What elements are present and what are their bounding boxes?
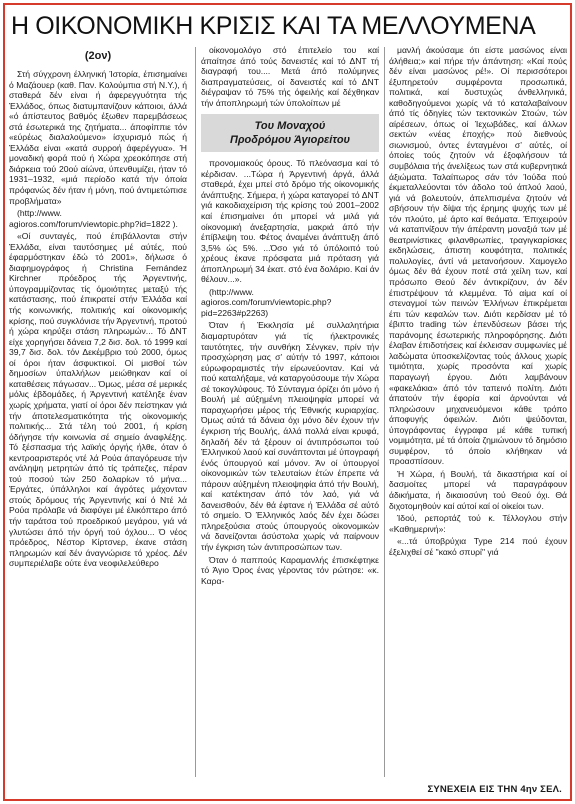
paragraph: Ή Χώρα, ή Βουλή, τά δικαστήρια καί οί δασμοίτες μπορεί νά παραγράφουν άδικήματα, ή δικαιοσύνη τού Θεού όχι. Θά διχοτομηθούν καί αύτοί καί οί οίκείοι των.: [389, 468, 567, 511]
article-column-3: [389, 45, 567, 777]
paragraph: μανλή άκούσαμε ότι είστε μασώνος είναι άλήθεια;» καί πήρε τήν άπάντηση: «Καί πούς δέν είναι μασώνος ρέ!». Οί περισσότεροι έξυπηρετούν συμφέροντα προσωπικά, πολιτικά, καί δυστυχώς άνθελληνικά, καθοδηγούμενοι χωρίς νά τό καταλαβαίνουν άπό τίς όδηγίες τών τεκτονικών Στοών, τών αίρέσεων, όπως οί Ίεχωβάδες, καί άλλων σεκτών «νέας έποχής» πού διεθνούς σιωνισμού, όντες ένταγμένοι σ’ αύτές, οί όποίες τούς ζητούν νά έξοφλήσουν τά συμβόλαια τής άνελίξεως των στά κυβερνητικά άξιώματα. Ταλαίπωρος σάν τόν Ίούδα πού έκμεταλλεύονται τόν άδολο τού άπλού λαού, γιά νά βολευτούν, άπελπισμένα ζητούν νά σβήσουν τήν δίψα τής έρημης ψυχής των μέ τόν πλούτο, μέ άρτο καί θεάματα. Έπιχειρούν νά καταπνίξουν τήν άπέραντη μοναξιά των μέ θεατρινίστικες φιλανθρωπίες, τραγιγκαρίσκες εκδηλώσεις, άπιστη κουφότητα, πολιτικές πολυλογίες, άντί νά μετανοήσουν. Χαμογελο όμως δέν θά έχουν ποτέ στά χείλη των, καί πρόσωπο Θεού δέν άντικρίζουν, άν δέν έπιστρέψουν τά κλεμμένα. Τό αίμα καί οί στεναγμοί τών πεινών Έλλήνων έπικρέμεται έπι τών κεφαλών των. Διότι κερδίσαν μέ τό έβιπτο trading τών έπενδύσεων βάσει τής παράνομης έσωτερικής πληροφόρησης. Διότι έλαβαν έπιδοτήσεις καί έκλεισαν συμφωνίες μέ λαδώματα ύποσκελίζοντας τούς άλλους χωρίς τιμιότητα, χωρίς προσόντα καί χωρίς παραγωγή έργου. Διότι λαμβάνουν «φακελάκια» άπό τόν ταπεινό πολίτη. Διότι άπατούν τήν έφορία καί άρνούνται νά πληρώσουν μηχανευόμενοι κάθε τρόπο άποφυγής όφειλών. Διότι ψεύδονται, ύπογράφοντας έγγραφα μέ κάθε τυπική νομιμότητα, μέ τά όποία ζημιώνουν τό δημόσιο συμφέρον, τό όποίο κλήθηκαν νά προασπίσουν.: [389, 45, 567, 467]
paragraph: Όταν ή Έκκλησία μέ συλλαλητήρια διαμαρτυρόταν γιά τίς ήλεκτρονικές ταυτότητες, τήν συνθήκη Σένγκεν, πρίν τήν προσχώρηση μας σ’ αύτήν τό 1997, κάποιοι εύρωφοραμιστές τήν είρωνεύονταν. Καί νά πού καταλήξαμε, νά καταργούσουμε τήν Χώρα σέ τοκογλύφους. Τό Σύνταγμα όρίζει ότι μόνο ή Βουλή μέ αύξημένη πλειοψηφία μπορεί νά παραχωρήσει μέρος τής Έθνικής κυριαρχίας. Όμως αύτά τά δάνεια όχι μόνο δέν έχουν τήν έγκριση τής Βουλής, άλλά πολλά είναι κρυφά, δηλαδή δέν τά ξέρουν οί άντιπρόσωποι τού Έλληνικού λαού καί συνάπτονται μέ ύπογραφή ένός ύπουργού καί μόνον. Άν οί ύπουργοί οίκονομικών τών τελευταίων έτών έπρεπε νά πάρουν αύξημένη πλειοψηφία άπό τήν Βουλή, καί κατέκτησαν άπό τόν λαό, γιά νά δανεισθούν, δέν θά έφτανε ή Έλλάδα σέ αύτό τό σημείο. Ό Έλληνικός λαός δέν έχει δώσει πληρεξούσια στούς ύπουργούς οίκονομικών νά δανείζονται άσύστολα χωρίς νά παίρνουν τήν έγκριση τών άντιπροσώπων των.: [201, 320, 379, 552]
article-headline: Η ΟΙΚΟΝΟΜΙΚΗ ΚΡΙΣΙΣ ΚΑΙ ΤΑ ΜΕΛΛΟΥΜΕΝΑ: [11, 12, 536, 40]
continued-on-page-note: ΣΥΝΕΧΕΙΑ ΕΙΣ ΤΗΝ 4ην ΣΕΛ.: [427, 784, 562, 795]
source-url: (http://www. agioros.com/forum/viewtopic.php?id=1822 ).: [9, 208, 178, 229]
paragraph: «...τά ύποβρύχια Type 214 πού έχουν έξελιχθεί σέ "κακό σπυρί" γιά: [389, 536, 567, 557]
paragraph: Όταν ό παππούς Καραμανλής έπισκέφτηκε τό Άγιο Όρος ένας γέροντας τόν ρώτησε: «κ. Καρα-: [201, 554, 379, 586]
article-column-2: [201, 45, 379, 777]
author-byline: [201, 114, 379, 152]
source-url: (http://www. agioros.com/forum/viewtopic.php?pid=2263#p2263): [201, 286, 332, 318]
article-column-1: [9, 47, 187, 777]
paragraph: προνομιακούς όρους. Τό πλεόνασμα καί τό κέρδισαν. ...Τώρα ή Άργεντινή άργά, άλλά σταθερά, έχει μπεί στό δρόμο τής οίκονομικής άνάπτυξης. Σήμερα, ή χώρα καταγορεί τό ΔΝΤ γιά κακοδιαχείριση τής κρίσης τού 2001–2002 καί έπισημαίνει ότι μπορεί νά μιλά γιά οίκονομική άνεξαρτησία, μακριά άπό τήν έπίβλεψη του. Φέτος άναμένει άνάπτυξη άπό 3,5% ώς 5%. ...Όσο γιά τό ύπόλοιπό τού χρέους έκανε πρόσφατα μιά πρόταση γιά άποπληρωμή 34 έκατ. στό ένα δολάριο. Καί άν θέλουν...».: [201, 158, 379, 285]
byline-line-1: Του Μοναχού: [254, 120, 326, 133]
paragraph: οίκονομολόγο στό έπιτελείο του καί άπαίτησε άπό τούς δανειστές καί τό ΔΝΤ τή διαγραφή του.... Μετά άπό πολύμηνες διαπραγματεύσεις, οί δανειστές καί τό ΔΝΤ διέγραψαν τό 75% τής όφειλής καί δέχθηκαν τήν άποπληρωμή τών ύπολοίπων μέ: [201, 45, 379, 108]
paragraph: «Οί συνταγές, πού έπιβάλλονται στήν Έλλάδα, είναι ταυτόσημες μέ αύτές, πού έφαρμόστηκαν έδώ τό 2001», δήλωσε ό διαφημογράφος ή Christina Fernández Kirchner πρόεδρος τής Άργεντινής, ύπογραμμίζοντας τίς όμοιότητες μεταξύ τής κατάστασης, πού έπικρατεί στήν Έλλάδα καί τής κοινωνικής, πολιτικής καί οίκονομικής κρίσης, πού συγκλόνισε τήν Άργεντινή, προτού ή χώρα κηρύξει στάση πληρωμών... Τό ΔΝΤ είχε χορηγήσει δάνεια 7,2 δισ. δολ. τό 1999 καί 39,7 δισ. δολ. τόν Δεκέμβριο τού 2000, όμως οί όροι ήταν άσφυκτικοί. Οί μισθοί τών δημοσίων ύπαλλήλων μειώθηκαν καί οί καταθέσεις πάγωσαν... Όμως, μέσα σέ μερικές μόλις έβδομάδες, ή Άργεντινή κατέληξε έναν χωρίς χρήματα, γιατί οί όροι δέν πείστηκαν γιά τήν άποτελεσματικότητα τής οίκονομικής πολιτικής... Στά τέλη τού 2001, ή κρίση όδήγησε τήν κοινωνία σέ σημείο άναφλέξης. Τό ξέσπασμα τής λαϊκής όργής ήλθε, όταν ό κεντροαριστερός ντέ λά Ρούα άπαγόρευσε τήν ανάληψη μετρητών άπό τίς τράπεζες, πέραν τού ποσού τών 250 δολαρίων τό μήνα... Έργάτες, ύπάλληλοι καί άγρότες μάχονταν στούς δρόμους τής Άργεντινής καί ό Ντέ λά Ρούα πρόλαβε νά διαφύγει μέ έλικόπτερο άπό τήν ταράτσα τού προεδρικού μεγάρου, γιά νά γλυτώσει άπό τήν όργή τού όχλου... Ό νέος πρόεδρος, Νέστορ Κίρτσνερ, έκανε στάση πληρωμών καί δέν άναγνώρισε τό χρέος. Δέν συμπεριέλαβε ούτε ένα νεοφιλελεύθερο: [9, 231, 187, 569]
paragraph: Στή σύγχρονη έλληνική Ίστορία, έπισημαίνει ό Μαζάουερ (καθ. Παν. Κολούμπια στή Ν.Υ.), ή σταθερά δέν είναι ή άφερεγγυότητα τής Έλλάδος, όπως διατυμπανίζουν κάποιοι, άλλά «ό άπίστευτος βαθμός έξωθεν παρεμβάσεως στά έσωτερικά της ζητήματα... άποφίππιε τόν «εύρέως διαλαλούμενο» ίσχυρισμό πώς ή Έλλάδα είναι «κατά συρροή άφερέγγυα». Ή μοναδική φορά πού ή Χώρα χρεοκόπησε στή διάρκεια τού 20ού αίώνα, ύπενθυμίζει, ήταν τό 1931–1932, «μιά περίοδο κατά τήν όποία πρόφανώς δέν ήταν ή μόνη, πού άντιμετώπισε προβλήματα»: [9, 69, 187, 206]
byline-line-2: Προδρόμου Άγιορείτου: [229, 134, 351, 147]
article-page: [3, 3, 572, 801]
column-divider: [384, 47, 385, 777]
article-part-number: (2ον): [84, 50, 112, 62]
paragraph: Ίδού, ρεπορτάζ τού κ. Τέλλογλου στήν «Καθημερινή»:: [389, 513, 567, 534]
column-divider: [195, 47, 196, 777]
